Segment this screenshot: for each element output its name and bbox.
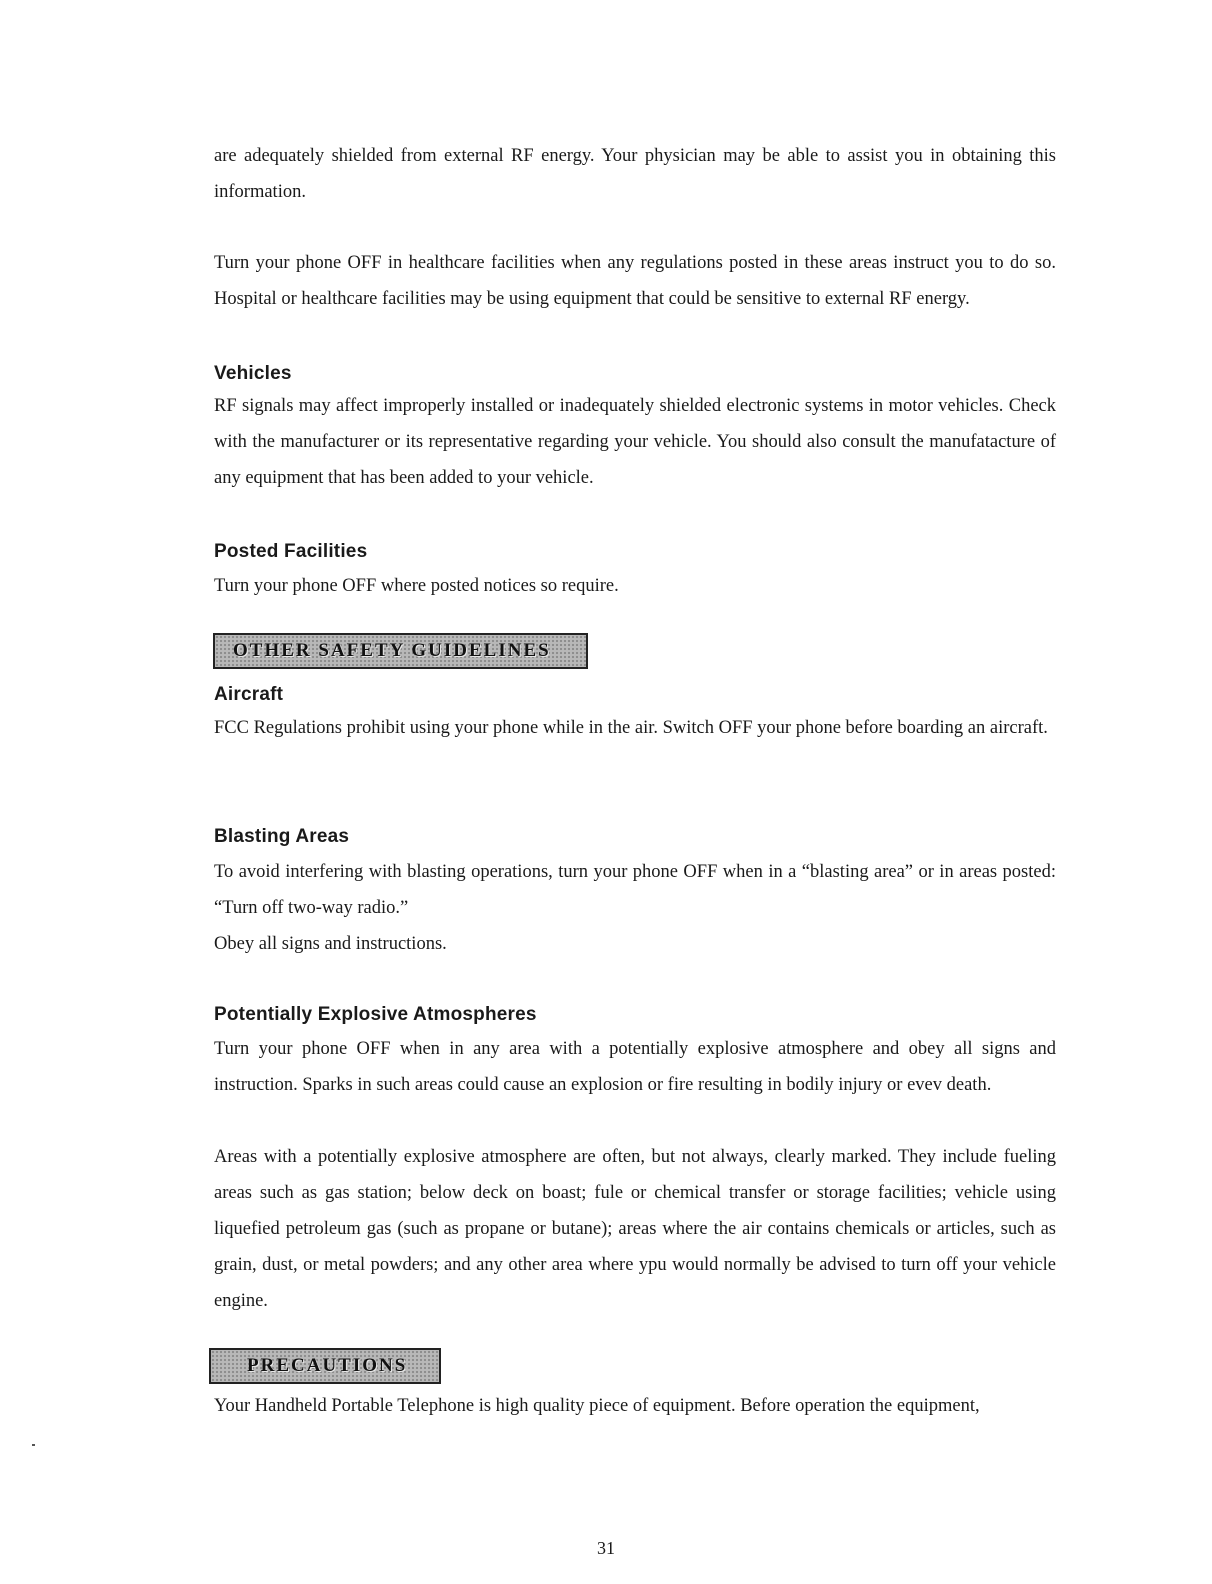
- intro-paragraph-1: are adequately shielded from external RF energy. Your physician may be able to assist you in obtaining this information.: [214, 146, 1056, 202]
- explosive-atmospheres-paragraph-1: Turn your phone OFF when in any area with a potentially explosive atmosphere and obey all signs and instruction. Sparks in such areas could cause an explosion or fire resulting in bodily injury or evev death.: [214, 1039, 1056, 1095]
- blasting-areas-paragraph: To avoid interfering with blasting operations, turn your phone OFF when in a “blasting area” or in areas posted: “Turn off two-way radio.”: [214, 862, 1056, 918]
- posted-facilities-paragraph: Turn your phone OFF where posted notices so require.: [214, 576, 619, 596]
- blasting-areas-paragraph-2: Obey all signs and instructions.: [214, 934, 447, 954]
- blasting-areas-heading: Blasting Areas: [214, 826, 350, 847]
- aircraft-heading: Aircraft: [214, 684, 284, 705]
- precautions-banner: [209, 1348, 441, 1384]
- aircraft-paragraph: FCC Regulations prohibit using your phone while in the air. Switch OFF your phone before boarding an aircraft.: [214, 718, 1048, 738]
- vehicles-paragraph: RF signals may affect improperly installed or inadequately shielded electronic systems in motor vehicles. Check with the manufacturer or its representative regarding your vehicle. You should also consult the manufatacture of any equipment that has been added to your vehicle.: [214, 396, 1056, 488]
- other-safety-guidelines-label: OTHER SAFETY GUIDELINES: [233, 640, 551, 661]
- intro-paragraph-2: Turn your phone OFF in healthcare facilities when any regulations posted in these areas instruct you to do so. Hospital or healthcare facilities may be using equipment that could be sensitive to external RF energy.: [214, 253, 1056, 309]
- vehicles-heading: Vehicles: [214, 363, 292, 384]
- page-number: 31: [597, 1538, 615, 1558]
- posted-facilities-heading: Posted Facilities: [214, 541, 368, 562]
- explosive-atmospheres-paragraph-2: Areas with a potentially explosive atmosphere are often, but not always, clearly marked. They include fueling areas such as gas station; below deck on boast; fule or chemical transfer or storage facilities; vehicle using liquefied petroleum gas (such as propane or butane); areas where the air contains chemicals or articles, such as grain, dust, or metal powders; and any other area where ypu would normally be advised to turn off your vehicle engine.: [214, 1147, 1056, 1311]
- other-safety-guidelines-banner: [213, 633, 588, 669]
- precautions-label: PRECAUTIONS: [247, 1355, 408, 1376]
- explosive-atmospheres-heading: Potentially Explosive Atmospheres: [214, 1004, 537, 1025]
- scan-mark: [32, 1444, 35, 1446]
- precautions-paragraph: Your Handheld Portable Telephone is high quality piece of equipment. Before operation the equipment,: [214, 1396, 980, 1416]
